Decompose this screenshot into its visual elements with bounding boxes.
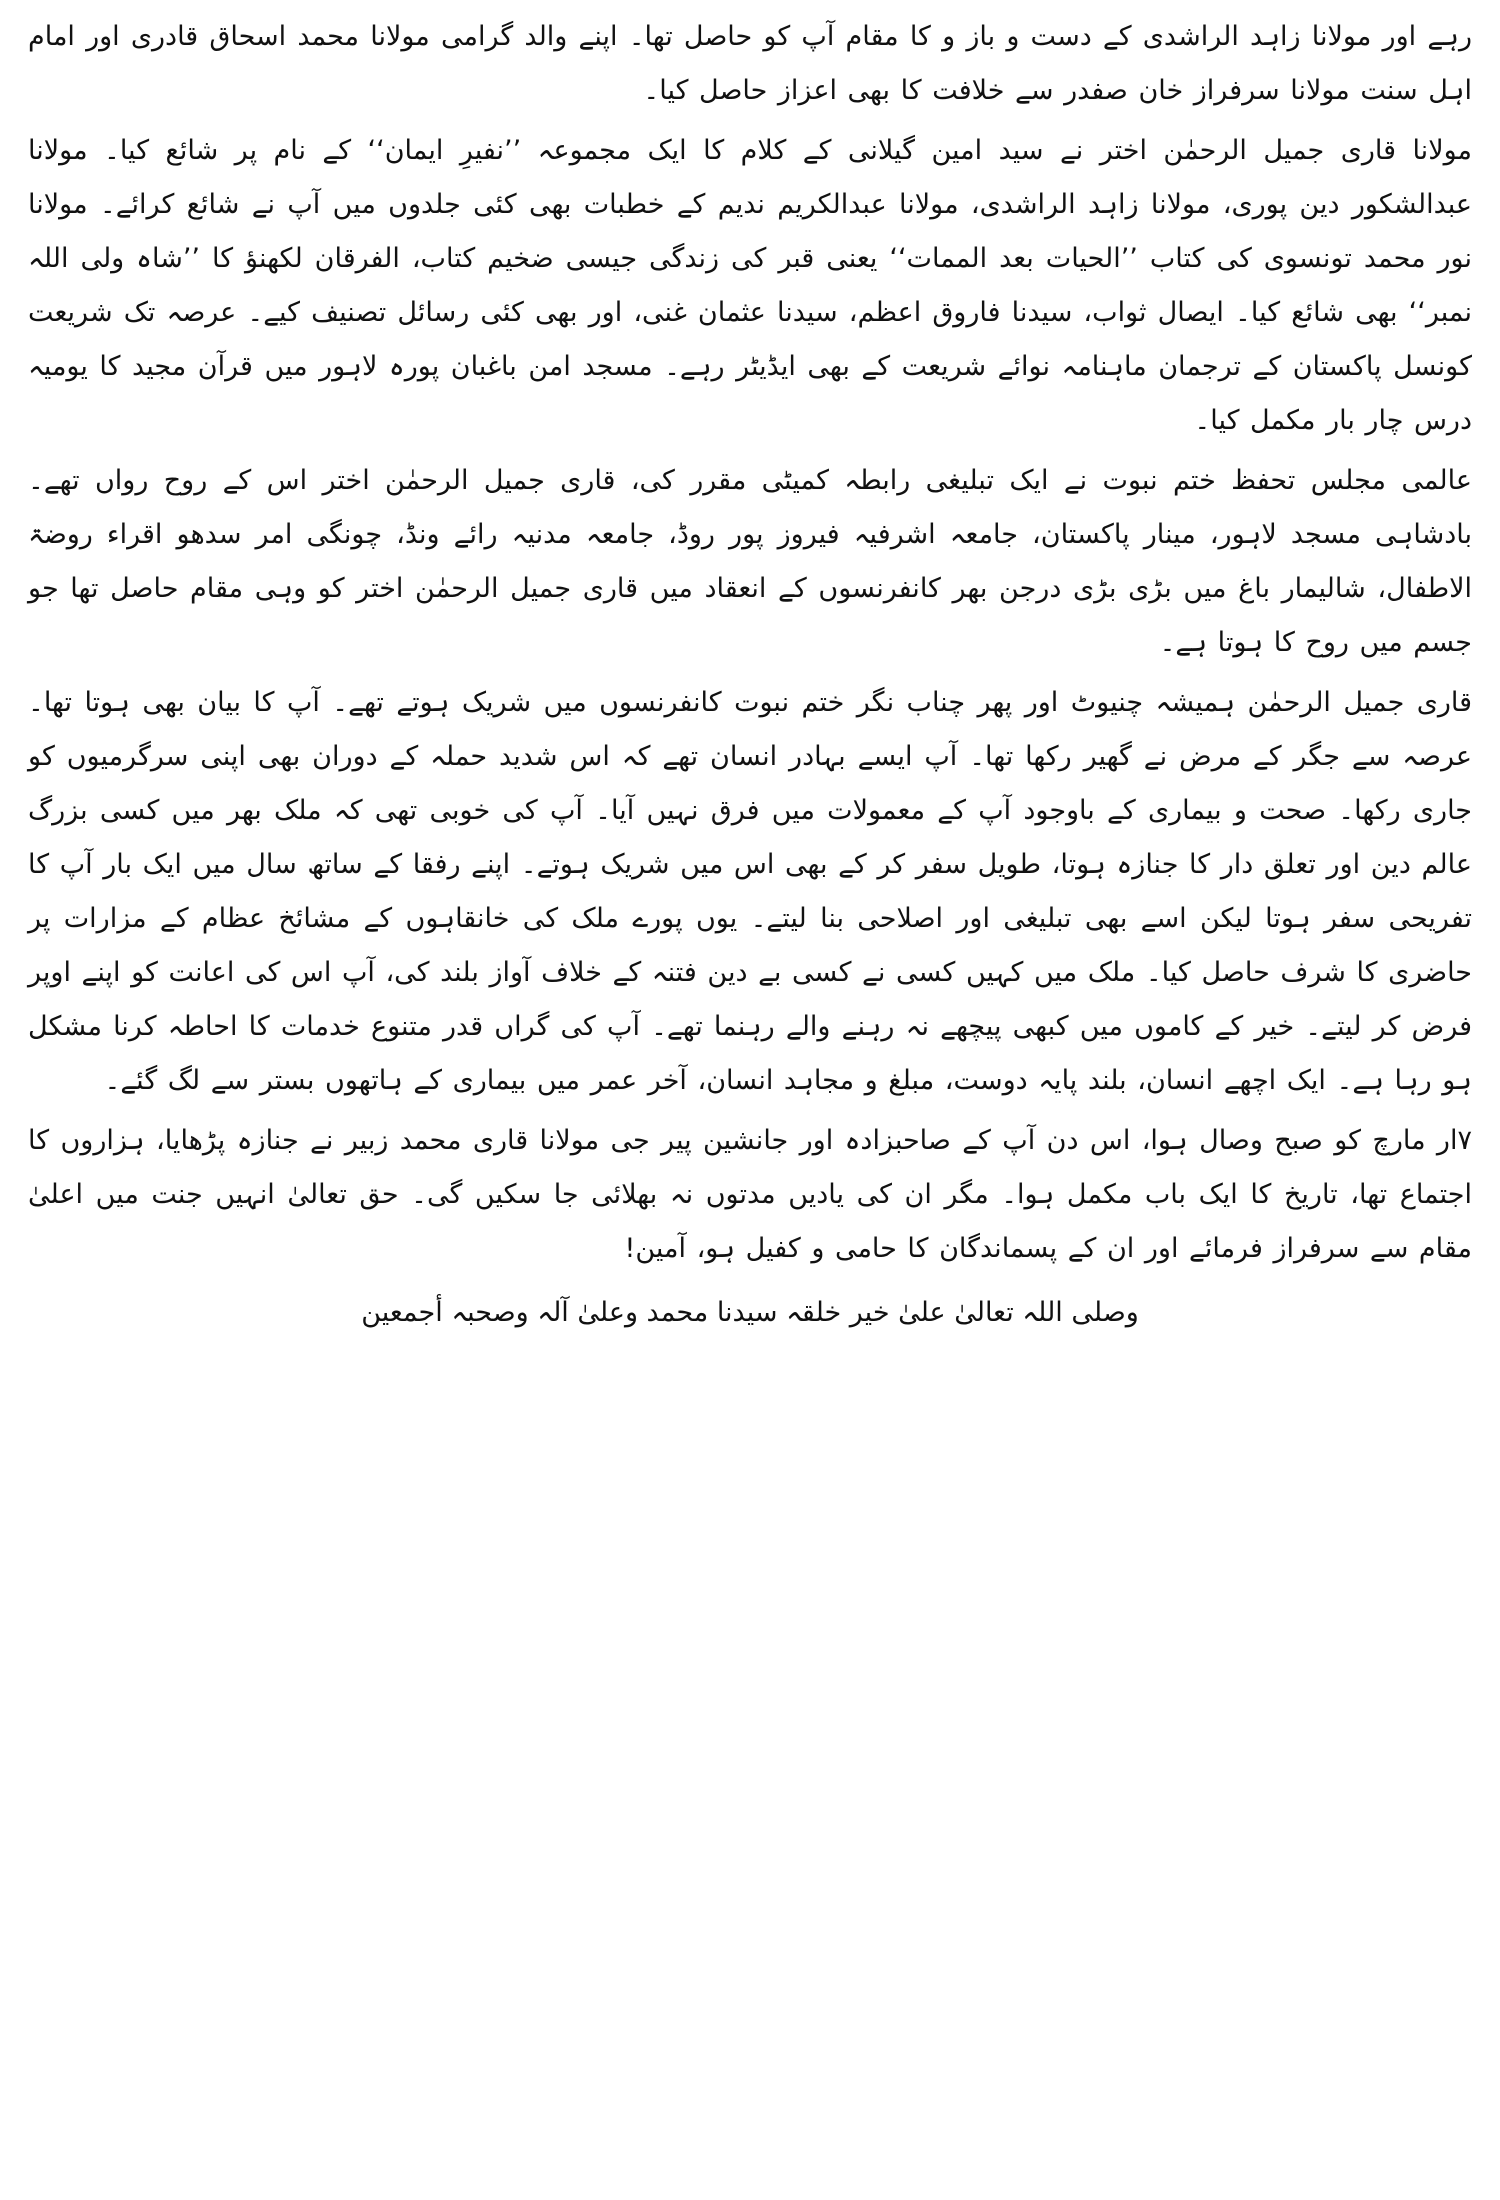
paragraph-activities: قاری جمیل الرحمٰن ہمیشہ چنیوٹ اور پھر چناب نگر ختم نبوت کانفرنسوں میں شریک ہوتے تھے۔ آپ کا بیان بھی ہوتا تھا۔ عرصہ سے جگر کے مرض نے گھیر رکھا تھا۔ آپ ایسے بہادر انسان تھے کہ اس شدید حملہ کے دوران بھی اپنی سرگرمیوں کو جاری رکھا۔ صحت و بیماری کے باوجود آپ کے معمولات میں فرق نہیں آیا۔ آپ کی خوبی تھی کہ ملک بھر میں کسی بزرگ عالم دین اور تعلق دار کا جنازہ ہوتا، طویل سفر کر کے بھی اس میں شریک ہوتے۔ اپنے رفقا کے ساتھ سال میں ایک بار آپ کا تفریحی سفر ہوتا لیکن اسے بھی تبلیغی اور اصلاحی بنا لیتے۔ یوں پورے ملک کی خانقاہوں کے مشائخ عظام کے مزارات پر حاضری کا شرف حاصل کیا۔ ملک میں کہیں کسی نے کسی بے دین فتنہ کے خلاف آواز بلند کی، آپ اس کی اعانت کو اپنے اوپر فرض کر لیتے۔ خیر کے کاموں میں کبھی پیچھے نہ رہنے والے رہنما تھے۔ آپ کی گراں قدر متنوع خدمات کا احاطہ کرنا مشکل ہو رہا ہے۔ ایک اچھے انسان، بلند پایہ دوست، مبلغ و مجاہد انسان، آخر عمر میں بیماری کے ہاتھوں بستر سے لگ گئے۔: [28, 687, 1473, 1096]
paragraph-intro: رہے اور مولانا زاہد الراشدی کے دست و باز و کا مقام آپ کو حاصل تھا۔ اپنے والد گرامی مولانا محمد اسحاق قادری اور امام اہل سنت مولانا سرفراز خان صفدر سے خلافت کا بھی اعزاز حاصل کیا۔: [28, 21, 1472, 106]
paragraph-publications: مولانا قاری جمیل الرحمٰن اختر نے سید امین گیلانی کے کلام کا ایک مجموعہ ’’نفیرِ ایمان‘‘ کے نام پر شائع کیا۔ مولانا عبدالشکور دین پوری، مولانا زاہد الراشدی، مولانا عبدالکریم ندیم کے خطبات بھی کئی جلدوں میں آپ نے شائع کرائے۔ مولانا نور محمد تونسوی کی کتاب ’’الحیات بعد الممات‘‘ یعنی قبر کی زندگی جیسی ضخیم کتاب، الفرقان لکھنؤ کا ’’شاہ ولی اللہ نمبر‘‘ بھی شائع کیا۔ ایصال ثواب، سیدنا فاروق اعظم، سیدنا عثمان غنی، اور بھی کئی رسائل تصنیف کیے۔ عرصہ تک شریعت کونسل پاکستان کے ترجمان ماہنامہ نوائے شریعت کے بھی ایڈیٹر رہے۔ مسجد امن باغبان پورہ لاہور میں قرآن مجید کا یومیہ درس چار بار مکمل کیا۔: [28, 135, 1472, 436]
document-page: [28, 10, 1472, 1340]
paragraph-khatm-e-nabuwwat: عالمی مجلس تحفظ ختم نبوت نے ایک تبلیغی رابطہ کمیٹی مقرر کی، قاری جمیل الرحمٰن اختر اس کے روح رواں تھے۔ بادشاہی مسجد لاہور، مینار پاکستان، جامعہ اشرفیہ فیروز پور روڈ، جامعہ مدنیہ رائے ونڈ، چونگی امر سدھو اقراء روضۃ الاطفال، شالیمار باغ میں بڑی بڑی درجن بھر کانفرنسوں کے انعقاد میں قاری جمیل الرحمٰن اختر کو وہی مقام حاصل تھا جو جسم میں روح کا ہوتا ہے۔: [28, 465, 1472, 658]
closing-benediction: وصلی اللہ تعالیٰ علیٰ خیر خلقہ سیدنا محمد وعلیٰ آلہ وصحبہ أجمعین: [361, 1297, 1139, 1328]
paragraph-demise: ۷ار مارچ کو صبح وصال ہوا، اس دن آپ کے صاحبزادہ اور جانشین پیر جی مولانا قاری محمد زبیر نے جنازہ پڑھایا، ہزاروں کا اجتماع تھا، تاریخ کا ایک باب مکمل ہوا۔ مگر ان کی یادیں مدتوں نہ بھلائی جا سکیں گی۔ حق تعالیٰ انہیں جنت میں اعلیٰ مقام سے سرفراز فرمائے اور ان کے پسماندگان کا حامی و کفیل ہو، آمین!: [28, 1125, 1472, 1264]
